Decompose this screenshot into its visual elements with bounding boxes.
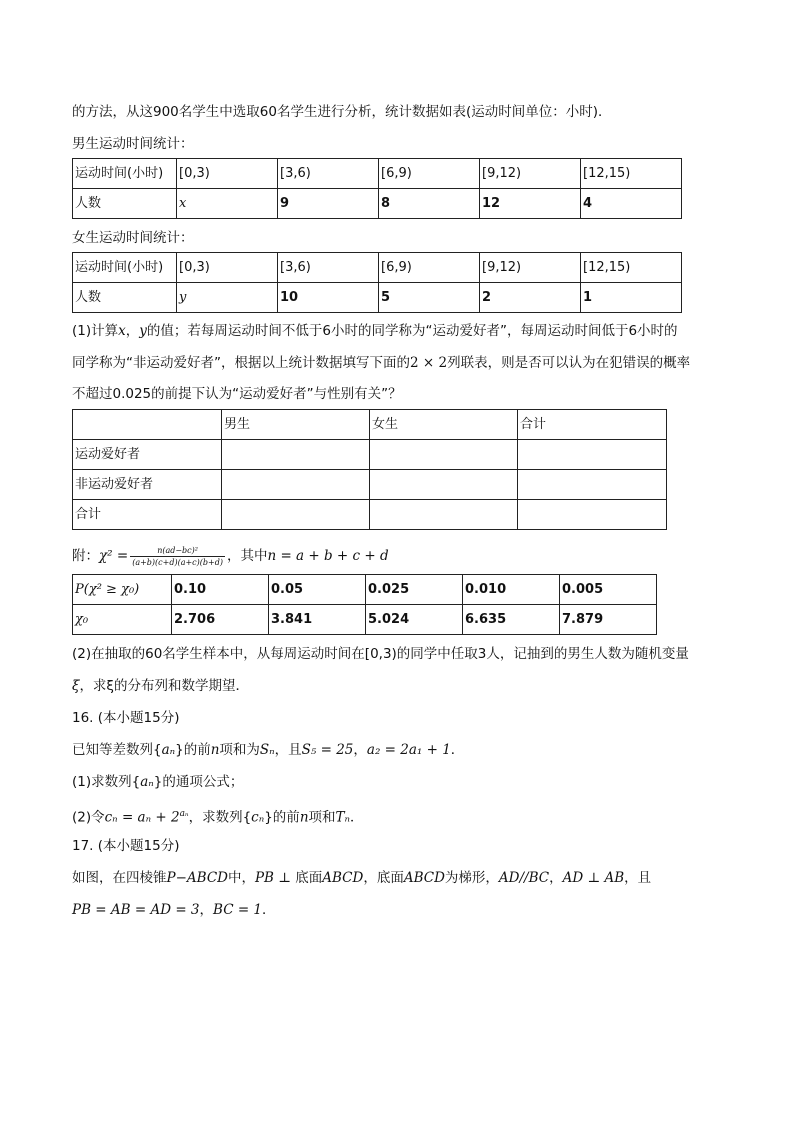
table-cell: 合计 — [73, 500, 222, 530]
female-table-title: 女生运动时间统计： — [72, 230, 194, 246]
table-cell: 10 — [278, 283, 379, 313]
p17-text: ， — [549, 870, 563, 886]
table-cell — [518, 500, 667, 530]
p16-math: a₂ = 2a₁ + 1 — [366, 742, 451, 758]
table-cell: 12 — [480, 189, 581, 219]
table-cell: 2 — [480, 283, 581, 313]
p17-text: ，底面 — [363, 870, 404, 886]
contingency-table — [72, 409, 667, 530]
p16-text: ， — [353, 742, 367, 758]
p17-text: ． — [262, 902, 276, 918]
table-row — [73, 189, 682, 219]
p16-math: aₙ — [140, 774, 154, 790]
table-cell: 6.635 — [463, 605, 560, 635]
problem-17-line1 — [72, 868, 651, 888]
table-cell: 3.841 — [269, 605, 366, 635]
p16-text: ，求数列{ — [188, 809, 252, 826]
formula-prefix: 附： — [72, 548, 99, 564]
table-row — [73, 410, 667, 440]
table-cell: 2.706 — [172, 605, 269, 635]
table-cell: 8 — [379, 189, 480, 219]
chi-square-formula — [72, 543, 389, 569]
table-cell: 男生 — [222, 410, 370, 440]
table-cell — [518, 440, 667, 470]
table-cell: [12,15) — [581, 253, 682, 283]
problem-16-part1 — [72, 772, 243, 792]
male-time-table — [72, 158, 682, 219]
p17-math: PB = AB = AD = 3 — [72, 902, 200, 918]
table-cell: [9,12) — [480, 159, 581, 189]
p16-math: Sₙ — [259, 742, 275, 758]
table-cell: 合计 — [518, 410, 667, 440]
table-cell: 运动时间(小时) — [73, 253, 177, 283]
table-cell: [9,12) — [480, 253, 581, 283]
chi-square-critical-table — [72, 574, 657, 635]
table-cell: 9 — [278, 189, 379, 219]
p16-text: ，且 — [274, 742, 302, 758]
q1-text: 同学称为“非运动爱好者”，根据以上统计数据填写下面的 — [72, 355, 410, 371]
formula-mid: ，其中 — [226, 548, 268, 564]
table-cell: 1 — [581, 283, 682, 313]
table-cell: [6,9) — [379, 253, 480, 283]
table-size-math: 2 × 2 — [410, 355, 448, 371]
table-row — [73, 500, 667, 530]
formula-lhs: χ² = — [99, 548, 129, 564]
p16-text: (1)求数列{ — [72, 774, 141, 790]
var-xi: ξ — [72, 678, 80, 694]
table-cell — [518, 470, 667, 500]
table-cell — [370, 500, 518, 530]
p16-math: cₙ = aₙ + 2 — [104, 809, 180, 826]
q1-line2 — [72, 353, 690, 373]
p16-text: }的通项公式； — [153, 774, 244, 790]
q1-text: 的值；若每周运动时间不低于6小时的同学称为“运动爱好者”，每周运动时间低于6小时的 — [146, 323, 678, 339]
table-cell — [370, 440, 518, 470]
table-cell: [12,15) — [581, 159, 682, 189]
p17-math: PB ⊥ — [254, 870, 296, 886]
p17-math: ABCD — [403, 870, 445, 886]
table-cell: 女生 — [370, 410, 518, 440]
problem-16-stem — [72, 740, 464, 760]
var-y: y — [139, 323, 147, 339]
formula-denominator: (a+b)(c+d)(a+c)(b+d) — [132, 557, 223, 567]
table-cell: 5.024 — [366, 605, 463, 635]
p17-text: 为梯形， — [444, 870, 499, 886]
p16-text: 项和为 — [219, 742, 260, 758]
p17-text: 中， — [227, 870, 255, 886]
p16-text: ． — [450, 742, 465, 758]
p17-math: AD//BC — [498, 870, 550, 886]
p16-text: 项和 — [308, 809, 336, 826]
p16-math: aₙ — [161, 742, 176, 758]
p16-math: aₙ — [179, 809, 189, 819]
table-row — [73, 575, 657, 605]
table-row — [73, 159, 682, 189]
table-cell: 0.10 — [172, 575, 269, 605]
table-cell: 人数 — [73, 189, 177, 219]
p17-math: ABCD — [322, 870, 364, 886]
q2-text: ，求ξ的分布列和数学期望． — [79, 678, 249, 694]
p17-text: ， — [199, 902, 214, 918]
formula-numerator: n(ad−bc)² — [130, 545, 225, 557]
table-cell: [3,6) — [278, 159, 379, 189]
p16-math: n — [299, 809, 309, 826]
table-row — [73, 253, 682, 283]
table-cell: y — [177, 283, 278, 313]
female-time-table — [72, 252, 682, 313]
table-cell: [0,3) — [177, 253, 278, 283]
problem-17-title: 17. (本小题15分) — [72, 838, 180, 854]
table-cell — [73, 410, 222, 440]
table-cell: 非运动爱好者 — [73, 470, 222, 500]
table-cell: [0,3) — [177, 159, 278, 189]
q2-line2 — [72, 676, 249, 696]
formula-rhs: n = a + b + c + d — [267, 548, 389, 564]
table-cell — [222, 470, 370, 500]
p16-math: cₙ — [251, 809, 265, 826]
p16-text: ． — [350, 809, 364, 826]
p16-text: (2)令 — [72, 809, 105, 826]
table-cell: 5 — [379, 283, 480, 313]
table-cell: 0.05 — [269, 575, 366, 605]
p17-math: BC = 1 — [213, 902, 263, 918]
table-cell: χ₀ — [73, 605, 172, 635]
table-cell: 7.879 — [560, 605, 657, 635]
var-x: x — [118, 323, 126, 339]
table-cell: [3,6) — [278, 253, 379, 283]
p16-text: }的前 — [175, 742, 211, 758]
table-cell — [222, 440, 370, 470]
table-row — [73, 470, 667, 500]
table-cell: 4 — [581, 189, 682, 219]
p17-text: ，且 — [624, 870, 652, 886]
p16-math: S₅ = 25 — [301, 742, 354, 758]
table-cell: x — [177, 189, 278, 219]
table-row — [73, 283, 682, 313]
p16-text: 已知等差数列{ — [72, 742, 162, 758]
p17-text: 底面 — [295, 870, 323, 886]
table-cell: 0.005 — [560, 575, 657, 605]
table-cell: 0.025 — [366, 575, 463, 605]
table-cell: 0.010 — [463, 575, 560, 605]
table-cell: 人数 — [73, 283, 177, 313]
table-cell: 运动时间(小时) — [73, 159, 177, 189]
table-cell: [6,9) — [379, 159, 480, 189]
p17-text: 如图，在四棱锥 — [72, 870, 167, 886]
q2-line1: (2)在抽取的60名学生样本中，从每周运动时间在[0,3)的同学中任取3人，记抽到的男生人数为随机变量 — [72, 646, 689, 662]
q1-text: (1)计算 — [72, 323, 119, 339]
p17-math: AD ⊥ AB — [562, 870, 625, 886]
q1-text: 列联表，则是否可以认为在犯错误的概率 — [447, 355, 691, 371]
q1-line3: 不超过0.025的前提下认为“运动爱好者”与性别有关”？ — [72, 386, 402, 402]
male-table-title: 男生运动时间统计： — [72, 136, 194, 152]
problem-16-title: 16. (本小题15分) — [72, 710, 180, 726]
table-cell — [370, 470, 518, 500]
table-cell: 运动爱好者 — [73, 440, 222, 470]
problem-16-part2 — [72, 804, 364, 828]
p16-math: Tₙ — [335, 809, 350, 826]
table-row — [73, 605, 657, 635]
table-cell — [222, 500, 370, 530]
q1-line1 — [72, 321, 678, 341]
p16-text: }的前 — [264, 809, 300, 826]
problem-17-line2 — [72, 900, 276, 920]
p16-math: n — [210, 742, 220, 758]
q1-sep: ， — [125, 323, 140, 339]
table-cell: P(χ² ≥ χ₀) — [73, 575, 172, 605]
intro-text: 的方法，从这900名学生中选取60名学生进行分析，统计数据如表(运动时间单位：小时)． — [72, 104, 612, 120]
table-row — [73, 440, 667, 470]
p17-math: P−ABCD — [166, 870, 228, 886]
formula-fraction — [130, 545, 225, 568]
